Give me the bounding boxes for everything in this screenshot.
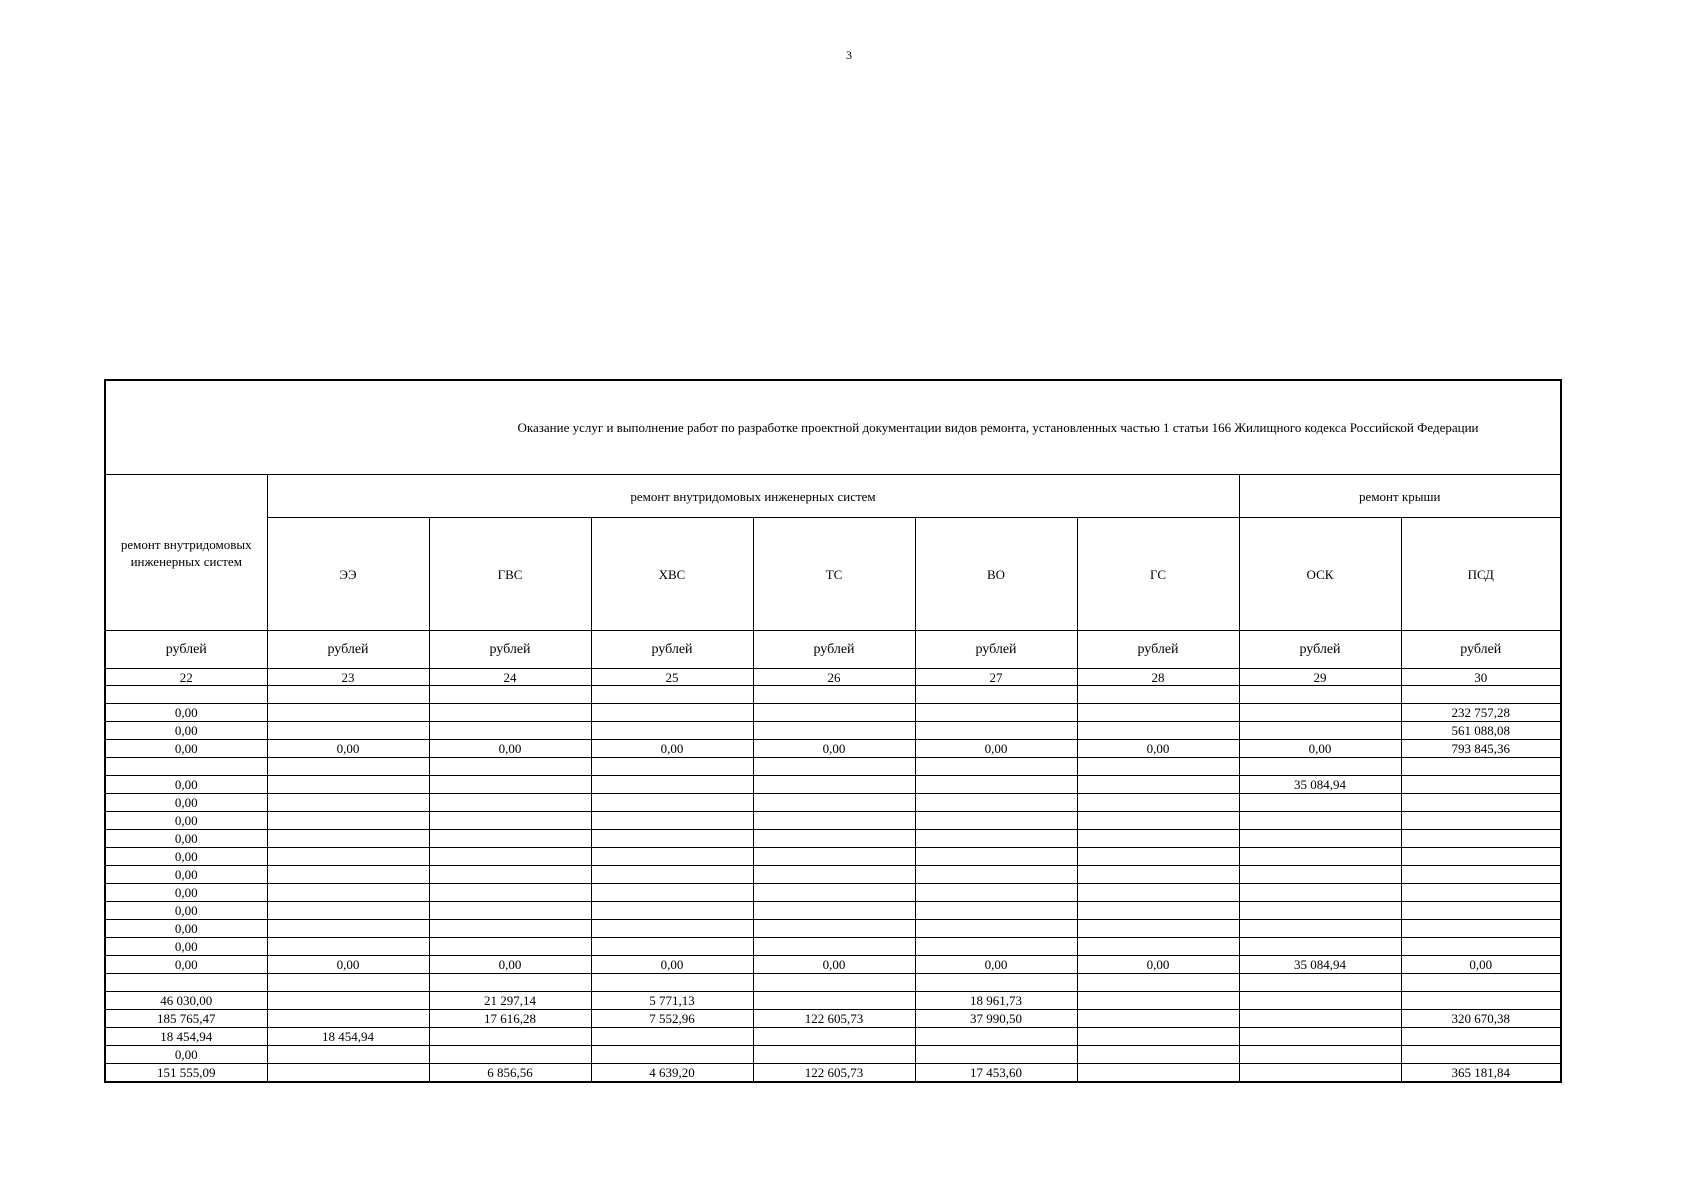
table-row [105, 956, 1561, 974]
table-row [105, 848, 1561, 866]
table-cell [753, 1046, 915, 1064]
column-number-cell: 29 [1239, 669, 1401, 686]
table-title: Оказание услуг и выполнение работ по разработке проектной документации видов ремонта, установленных частью 1 статьи 166 Жилищного кодекса Российской Федерации [517, 420, 1479, 435]
table-cell [753, 866, 915, 884]
table-cell: 0,00 [1077, 740, 1239, 758]
table-cell [429, 884, 591, 902]
unit-cell: рублей [105, 631, 267, 669]
table-row [105, 902, 1561, 920]
unit-cell: рублей [591, 631, 753, 669]
sub-header-vo: ВО [915, 518, 1077, 631]
table-cell [591, 722, 753, 740]
table-cell: 0,00 [267, 740, 429, 758]
table-cell [753, 776, 915, 794]
table-cell [591, 974, 753, 992]
table-cell [1401, 830, 1561, 848]
table-cell [1077, 686, 1239, 704]
table-cell [1401, 974, 1561, 992]
column-number-cell: 30 [1401, 669, 1561, 686]
unit-cell: рублей [1401, 631, 1561, 669]
table-cell [915, 902, 1077, 920]
table-cell [753, 812, 915, 830]
table-cell [591, 776, 753, 794]
table-cell [267, 848, 429, 866]
group-header-roof-repair: ремонт крыши [1239, 475, 1561, 518]
column-number-cell: 22 [105, 669, 267, 686]
table-row [105, 1010, 1561, 1028]
table-cell [1077, 884, 1239, 902]
table-cell [1077, 794, 1239, 812]
table-cell [429, 866, 591, 884]
table-row [105, 1064, 1561, 1083]
table-cell [1401, 848, 1561, 866]
title-row [105, 380, 1561, 475]
unit-cell: рублей [1239, 631, 1401, 669]
table-cell [1401, 902, 1561, 920]
sub-header-hvs: ХВС [591, 518, 753, 631]
table-cell [915, 722, 1077, 740]
table-cell [915, 776, 1077, 794]
table-cell: 18 454,94 [105, 1028, 267, 1046]
table-cell [429, 812, 591, 830]
table-cell [591, 920, 753, 938]
page-number: 3 [846, 48, 852, 62]
table-cell [1239, 1010, 1401, 1028]
column-number-cell: 28 [1077, 669, 1239, 686]
table-cell [1401, 776, 1561, 794]
table-cell: 7 552,96 [591, 1010, 753, 1028]
sub-header-psd: ПСД [1401, 518, 1561, 631]
table-cell [1401, 920, 1561, 938]
table-cell [1401, 1046, 1561, 1064]
table-cell [267, 1064, 429, 1083]
table-cell [1401, 758, 1561, 776]
table-cell [1077, 938, 1239, 956]
table-cell [1077, 812, 1239, 830]
table-cell: 0,00 [105, 812, 267, 830]
table-cell [915, 920, 1077, 938]
table-cell: 0,00 [105, 704, 267, 722]
table-cell: 122 605,73 [753, 1010, 915, 1028]
table-cell [591, 848, 753, 866]
table-cell [753, 884, 915, 902]
table-cell: 0,00 [429, 740, 591, 758]
table-cell: 0,00 [105, 722, 267, 740]
table-cell: 0,00 [915, 740, 1077, 758]
table-cell [1401, 812, 1561, 830]
table-cell [1077, 1028, 1239, 1046]
table-cell: 0,00 [105, 848, 267, 866]
table-cell [267, 812, 429, 830]
sub-header-row [105, 518, 1561, 631]
table-cell [591, 866, 753, 884]
table-row [105, 830, 1561, 848]
table-cell: 0,00 [105, 1046, 267, 1064]
table-cell [753, 1028, 915, 1046]
table-cell [1239, 722, 1401, 740]
table-cell [267, 686, 429, 704]
table-cell [267, 704, 429, 722]
table-row [105, 884, 1561, 902]
table-cell [753, 848, 915, 866]
table-cell [1077, 830, 1239, 848]
table-row [105, 974, 1561, 992]
table-cell [753, 902, 915, 920]
table-cell [429, 830, 591, 848]
table-cell [915, 686, 1077, 704]
table-cell [1077, 758, 1239, 776]
group-header-engineering-systems: ремонт внутридомовых инженерных систем [267, 475, 1239, 518]
table-cell: 0,00 [105, 956, 267, 974]
table-cell [1239, 1064, 1401, 1083]
table-cell [267, 794, 429, 812]
table-cell [915, 812, 1077, 830]
table-cell [429, 974, 591, 992]
table-cell [267, 776, 429, 794]
table-cell [1239, 830, 1401, 848]
sub-header-gvs: ГВС [429, 518, 591, 631]
table-cell [753, 830, 915, 848]
table-cell [915, 974, 1077, 992]
table-cell [1077, 866, 1239, 884]
table-cell: 21 297,14 [429, 992, 591, 1010]
table-cell: 0,00 [753, 956, 915, 974]
table-cell [1239, 794, 1401, 812]
table-cell [1239, 974, 1401, 992]
table-cell [915, 830, 1077, 848]
table-cell [1077, 848, 1239, 866]
table-cell: 0,00 [105, 830, 267, 848]
table-cell [429, 686, 591, 704]
table-cell [1077, 704, 1239, 722]
table-cell [1239, 848, 1401, 866]
table-cell [1401, 992, 1561, 1010]
table-cell [267, 884, 429, 902]
table-cell [1401, 1028, 1561, 1046]
group-header-row [105, 475, 1561, 518]
table-cell [753, 794, 915, 812]
table-cell: 0,00 [105, 776, 267, 794]
table-title-cell [105, 380, 1561, 475]
table-cell [267, 938, 429, 956]
table-cell [1077, 1010, 1239, 1028]
table-cell [753, 686, 915, 704]
column-number-cell: 24 [429, 669, 591, 686]
table-cell [1239, 686, 1401, 704]
unit-cell: рублей [429, 631, 591, 669]
table-cell: 0,00 [105, 866, 267, 884]
table-cell [1401, 866, 1561, 884]
table-cell [591, 830, 753, 848]
table-cell [429, 938, 591, 956]
table-cell [429, 1028, 591, 1046]
table-cell: 0,00 [753, 740, 915, 758]
sub-header-ee: ЭЭ [267, 518, 429, 631]
table-cell [1239, 920, 1401, 938]
table-cell: 0,00 [105, 884, 267, 902]
table-row [105, 722, 1561, 740]
table-row [105, 704, 1561, 722]
table-cell: 0,00 [105, 938, 267, 956]
table-cell [429, 704, 591, 722]
table-cell [753, 992, 915, 1010]
table-cell [1401, 686, 1561, 704]
table-cell [753, 938, 915, 956]
table-row [105, 866, 1561, 884]
table-cell [1239, 812, 1401, 830]
table-cell [915, 1028, 1077, 1046]
table-cell [429, 776, 591, 794]
table-cell [591, 884, 753, 902]
table-cell [1077, 920, 1239, 938]
table-cell: 185 765,47 [105, 1010, 267, 1028]
table-cell [753, 920, 915, 938]
table-cell [1077, 722, 1239, 740]
table-row [105, 758, 1561, 776]
table-cell [429, 902, 591, 920]
table-cell: 151 555,09 [105, 1064, 267, 1083]
table-cell [915, 848, 1077, 866]
units-row [105, 631, 1561, 669]
table-cell [1077, 902, 1239, 920]
table-cell: 4 639,20 [591, 1064, 753, 1083]
unit-cell: рублей [915, 631, 1077, 669]
table-cell [915, 704, 1077, 722]
table-cell [267, 992, 429, 1010]
table-cell [1239, 866, 1401, 884]
table-cell [1077, 1046, 1239, 1064]
table-cell: 365 181,84 [1401, 1064, 1561, 1083]
table-cell [753, 758, 915, 776]
table-cell [429, 722, 591, 740]
table-cell [267, 1010, 429, 1028]
sub-header-osk: ОСК [1239, 518, 1401, 631]
column-number-cell: 27 [915, 669, 1077, 686]
table-cell: 0,00 [105, 740, 267, 758]
table-cell [267, 830, 429, 848]
table-cell: 0,00 [591, 740, 753, 758]
table-cell: 793 845,36 [1401, 740, 1561, 758]
table-row [105, 1028, 1561, 1046]
table-cell [1239, 992, 1401, 1010]
table-cell [915, 866, 1077, 884]
table-cell [1077, 776, 1239, 794]
table-cell [591, 902, 753, 920]
table-cell: 46 030,00 [105, 992, 267, 1010]
table-cell: 320 670,38 [1401, 1010, 1561, 1028]
column-number-cell: 26 [753, 669, 915, 686]
table-cell [915, 794, 1077, 812]
table-cell [105, 974, 267, 992]
table-cell [267, 722, 429, 740]
table-row [105, 686, 1561, 704]
table-cell [915, 1046, 1077, 1064]
table-cell [753, 704, 915, 722]
table-cell [591, 1046, 753, 1064]
unit-cell: рублей [1077, 631, 1239, 669]
table-cell: 0,00 [915, 956, 1077, 974]
table-cell [429, 758, 591, 776]
table-cell: 0,00 [105, 920, 267, 938]
table-cell [1077, 992, 1239, 1010]
table-row [105, 1046, 1561, 1064]
table-cell [591, 1028, 753, 1046]
table-cell [1239, 938, 1401, 956]
table-cell [1239, 1028, 1401, 1046]
table-row [105, 740, 1561, 758]
table-cell [267, 974, 429, 992]
table-cell [267, 1046, 429, 1064]
table-row [105, 794, 1561, 812]
table-cell: 17 616,28 [429, 1010, 591, 1028]
table-cell [591, 812, 753, 830]
table-cell: 35 084,94 [1239, 776, 1401, 794]
table-cell [915, 884, 1077, 902]
table-cell: 18 454,94 [267, 1028, 429, 1046]
sub-header-ts: ТС [753, 518, 915, 631]
table-cell: 0,00 [591, 956, 753, 974]
table-cell: 6 856,56 [429, 1064, 591, 1083]
table-cell: 0,00 [105, 902, 267, 920]
table-cell [753, 974, 915, 992]
table-cell [1401, 938, 1561, 956]
table-cell [429, 848, 591, 866]
table-cell [1077, 1064, 1239, 1083]
table-cell [591, 704, 753, 722]
table-cell [1239, 1046, 1401, 1064]
table-cell: 0,00 [1239, 740, 1401, 758]
table-cell [591, 938, 753, 956]
table-cell [1239, 902, 1401, 920]
table-cell: 122 605,73 [753, 1064, 915, 1083]
table-row [105, 938, 1561, 956]
unit-cell: рублей [267, 631, 429, 669]
table-cell [1077, 974, 1239, 992]
repair-cost-table [104, 379, 1562, 1083]
sub-header-gs: ГС [1077, 518, 1239, 631]
table-cell [1401, 884, 1561, 902]
table-cell [429, 794, 591, 812]
table-cell: 0,00 [1401, 956, 1561, 974]
table-cell: 35 084,94 [1239, 956, 1401, 974]
table-cell [591, 794, 753, 812]
table-cell: 0,00 [267, 956, 429, 974]
table-cell [1239, 758, 1401, 776]
table-cell: 37 990,50 [915, 1010, 1077, 1028]
table-cell: 0,00 [105, 794, 267, 812]
table-cell [1239, 704, 1401, 722]
table-cell [105, 686, 267, 704]
table-cell [267, 866, 429, 884]
table-cell [915, 938, 1077, 956]
table-cell: 5 771,13 [591, 992, 753, 1010]
table-row [105, 992, 1561, 1010]
table-row [105, 776, 1561, 794]
table-cell [267, 758, 429, 776]
table-cell: 17 453,60 [915, 1064, 1077, 1083]
table-row [105, 920, 1561, 938]
table-cell [429, 1046, 591, 1064]
table-cell [1239, 884, 1401, 902]
table-cell: 232 757,28 [1401, 704, 1561, 722]
table-cell: 18 961,73 [915, 992, 1077, 1010]
table-cell [429, 920, 591, 938]
table-cell [753, 722, 915, 740]
table-cell [267, 920, 429, 938]
table-cell [591, 758, 753, 776]
column-number-row [105, 669, 1561, 686]
unit-cell: рублей [753, 631, 915, 669]
table-cell: 0,00 [429, 956, 591, 974]
table-cell [591, 686, 753, 704]
table-cell [105, 758, 267, 776]
column-number-cell: 23 [267, 669, 429, 686]
table-cell [267, 902, 429, 920]
first-column-header: ремонт внутридомовых инженерных систем [105, 475, 267, 631]
table-cell: 0,00 [1077, 956, 1239, 974]
column-number-cell: 25 [591, 669, 753, 686]
table-cell [1401, 794, 1561, 812]
table-cell [915, 758, 1077, 776]
table-row [105, 812, 1561, 830]
table-cell: 561 088,08 [1401, 722, 1561, 740]
